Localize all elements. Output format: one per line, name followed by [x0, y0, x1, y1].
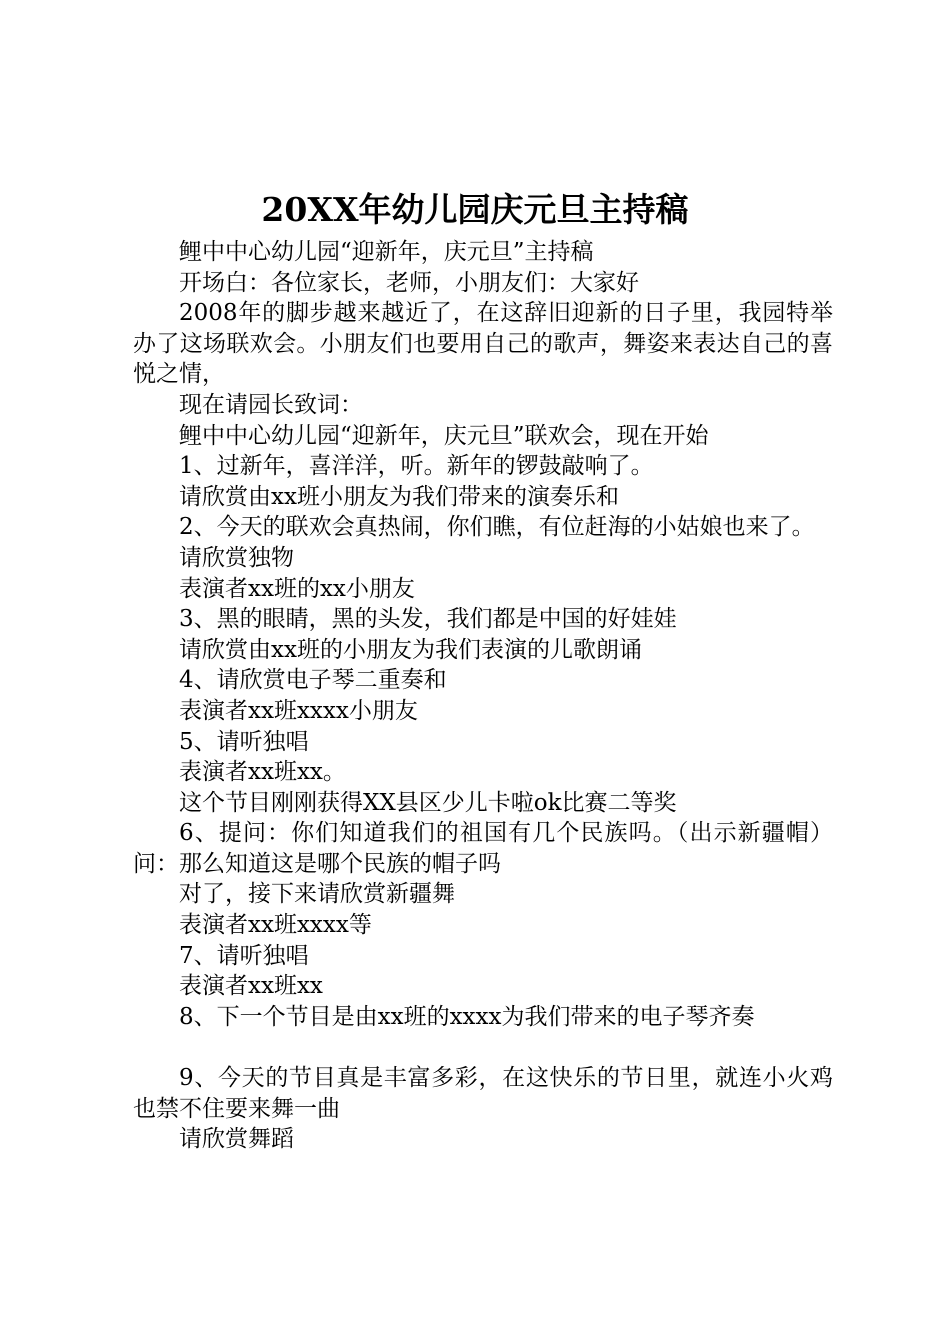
paragraph: 3、黑的眼睛，黑的头发，我们都是中国的好娃娃	[179, 606, 677, 633]
paragraph: 请欣赏独物	[179, 544, 294, 571]
paragraph: 7、请听独唱	[179, 942, 309, 969]
paragraph: 5、请听独唱	[179, 728, 309, 755]
paragraph: 鲤中中心幼儿园“迎新年，庆元旦”联欢会，现在开始	[179, 422, 709, 449]
document-title: 20XX年幼儿园庆元旦主持稿	[261, 190, 689, 229]
paragraph: 9、今天的节目真是丰富多彩，在这快乐的节日里，就连小火鸡也禁不住要来舞一曲	[133, 1065, 833, 1122]
paragraph: 1、过新年，喜洋洋，听。新年的锣鼓敲响了。	[179, 453, 654, 480]
paragraph: 对了，接下来请欣赏新疆舞	[179, 881, 455, 908]
paragraph: 2、今天的联欢会真热闹，你们瞧，有位赶海的小姑娘也来了。	[179, 514, 815, 541]
blank-line	[133, 1032, 833, 1063]
paragraph: 表演者xx班xxxx等	[179, 912, 372, 939]
paragraph: 8、下一个节目是由xx班的xxxx为我们带来的电子琴齐奏	[179, 1003, 755, 1030]
paragraph: 鲤中中心幼儿园“迎新年，庆元旦”主持稿	[179, 239, 594, 265]
paragraph: 2008年的脚步越来越近了，在这辞旧迎新的日子里，我园特举办了这场联欢会。小朋友们也要用自己的歌声，舞姿来表达自己的喜悦之情，	[133, 300, 833, 388]
paragraph: 6、提问：你们知道我们的祖国有几个民族吗。（出示新疆帽）问：那么知道这是哪个民族的帽子吗	[133, 820, 833, 877]
paragraph: 现在请园长致词：	[179, 391, 363, 418]
paragraph: 这个节目刚刚获得XX县区少儿卡啦ok比赛二等奖	[179, 789, 677, 816]
paragraph: 4、请欣赏电子琴二重奏和	[179, 667, 447, 694]
paragraph: 请欣赏由xx班的小朋友为我们表演的儿歌朗诵	[179, 636, 642, 663]
paragraph: 表演者xx班的xx小朋友	[179, 575, 415, 602]
paragraph: 请欣赏舞蹈	[179, 1126, 294, 1153]
paragraph: 请欣赏由xx班小朋友为我们带来的演奏乐和	[179, 483, 619, 510]
paragraph: 开场白：各位家长，老师，小朋友们：大家好	[179, 269, 639, 296]
paragraph: 表演者xx班xx。	[179, 759, 346, 786]
paragraph: 表演者xx班xxxx小朋友	[179, 697, 418, 724]
paragraph: 表演者xx班xx	[179, 973, 323, 1000]
document-body	[133, 237, 833, 1155]
